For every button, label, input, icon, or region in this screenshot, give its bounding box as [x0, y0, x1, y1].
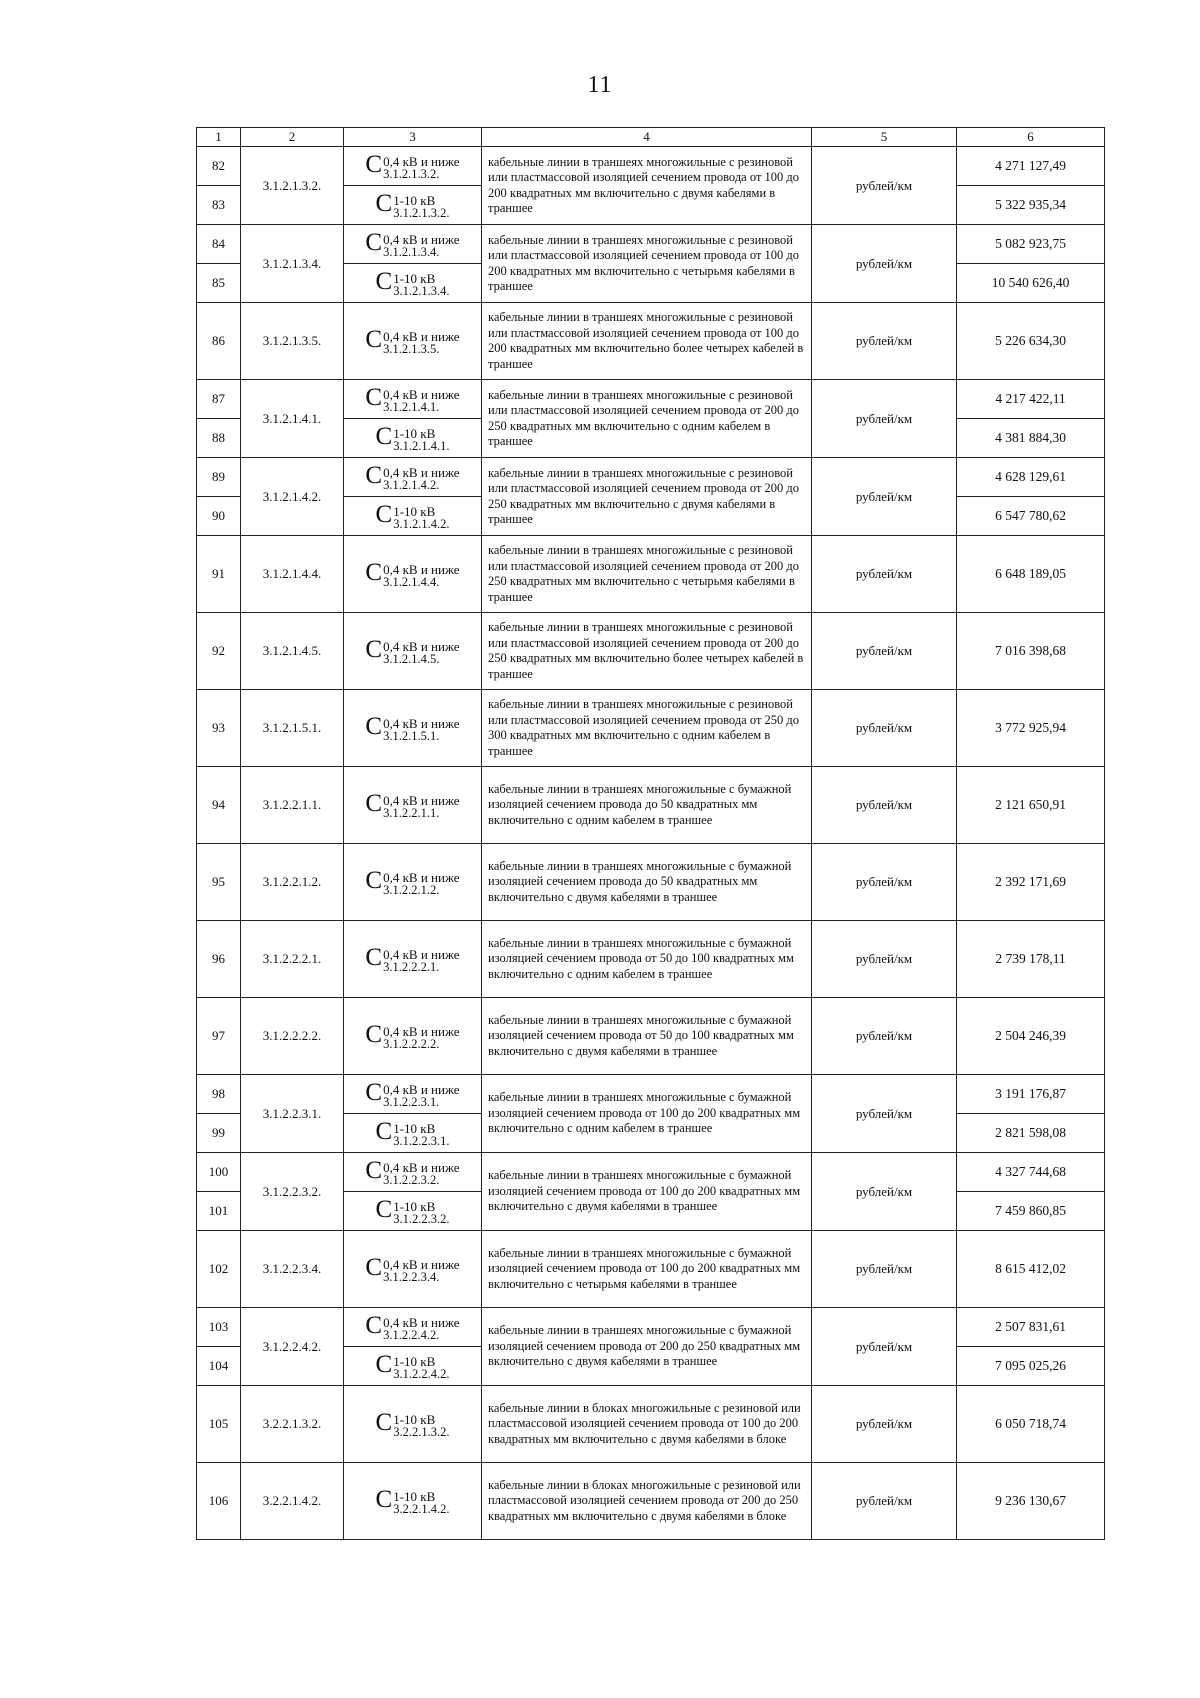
rate-symbol-index: 3.1.2.1.4.1.: [383, 400, 440, 414]
rate-value: 4 628 129,61: [957, 458, 1105, 497]
rate-voltage-label: 0,4 кВ и ниже: [383, 639, 460, 654]
rate-symbol-cell: [344, 998, 482, 1075]
item-description: кабельные линии в траншеях многожильные с резиновой или пластмассовой изоляцией сечением провода от 100 до 200 квадратных мм включительно с четырьмя кабелями в траншее: [482, 225, 812, 303]
unit-of-measure: рублей/км: [812, 1463, 957, 1540]
row-number: 85: [197, 264, 241, 303]
rate-symbol-cell: [344, 1463, 482, 1540]
rate-value: 2 392 171,69: [957, 844, 1105, 921]
rate-voltage-label: 0,4 кВ и ниже: [383, 1315, 460, 1330]
rate-symbol: [376, 1410, 450, 1438]
rate-voltage-label: 1-10 кВ: [393, 504, 436, 519]
unit-of-measure: рублей/км: [812, 536, 957, 613]
rate-symbol-letter: C: [375, 423, 393, 450]
rate-symbol: [365, 791, 459, 819]
item-code: 3.1.2.1.5.1.: [241, 690, 344, 767]
item-description: кабельные линии в траншеях многожильные с резиновой или пластмассовой изоляцией сечением провода от 200 до 250 квадратных мм включительно более четырех кабелей в траншее: [482, 613, 812, 690]
rate-symbol-index: 3.1.2.1.4.1.: [393, 439, 450, 453]
rate-value: 6 547 780,62: [957, 497, 1105, 536]
rate-symbol-index: 3.1.2.2.2.2.: [383, 1037, 440, 1051]
row-number: 96: [197, 921, 241, 998]
rate-value: 5 322 935,34: [957, 186, 1105, 225]
table-row: [197, 1153, 1105, 1192]
rate-symbol-letter: C: [365, 1254, 383, 1281]
rate-symbol-cell: [344, 497, 482, 536]
item-code: 3.1.2.2.1.1.: [241, 767, 344, 844]
rate-value: 4 271 127,49: [957, 147, 1105, 186]
item-description: кабельные линии в траншеях многожильные с бумажной изоляцией сечением провода от 50 до 100 квадратных мм включительно с двумя кабелями в траншее: [482, 998, 812, 1075]
rate-voltage-label: 0,4 кВ и ниже: [383, 947, 460, 962]
rate-voltage-label: 0,4 кВ и ниже: [383, 870, 460, 885]
rate-voltage-label: 0,4 кВ и ниже: [383, 793, 460, 808]
rate-symbol-letter: C: [375, 1351, 393, 1378]
item-code: 3.1.2.1.3.4.: [241, 225, 344, 303]
rate-voltage-label: 1-10 кВ: [393, 1489, 436, 1504]
rate-symbol-letter: C: [375, 268, 393, 295]
item-description: кабельные линии в траншеях многожильные с резиновой или пластмассовой изоляцией сечением провода от 200 до 250 квадратных мм включительно с четырьмя кабелями в траншее: [482, 536, 812, 613]
rate-symbol-index: 3.1.2.1.5.1.: [383, 729, 440, 743]
rate-symbol: [365, 637, 459, 665]
rate-value: 4 381 884,30: [957, 419, 1105, 458]
unit-of-measure: рублей/км: [812, 844, 957, 921]
row-number: 91: [197, 536, 241, 613]
rate-symbol-cell: [344, 419, 482, 458]
rate-symbol-index: 3.1.2.2.1.1.: [383, 806, 440, 820]
row-number: 82: [197, 147, 241, 186]
unit-of-measure: рублей/км: [812, 1386, 957, 1463]
item-code: 3.1.2.1.4.4.: [241, 536, 344, 613]
unit-of-measure: рублей/км: [812, 1231, 957, 1308]
unit-of-measure: рублей/км: [812, 690, 957, 767]
rate-symbol-index: 3.1.2.1.3.2.: [383, 167, 440, 181]
rate-symbol-letter: C: [365, 326, 383, 353]
rate-value: 2 121 650,91: [957, 767, 1105, 844]
rate-symbol-index: 3.1.2.2.4.2.: [393, 1367, 450, 1381]
rate-symbol-index: 3.2.2.1.3.2.: [393, 1425, 450, 1439]
rate-voltage-label: 1-10 кВ: [393, 1121, 436, 1136]
rate-symbol-index: 3.1.2.1.3.2.: [393, 206, 450, 220]
rate-voltage-label: 0,4 кВ и ниже: [383, 562, 460, 577]
rate-voltage-label: 0,4 кВ и ниже: [383, 1160, 460, 1175]
table-row: [197, 998, 1105, 1075]
item-code: 3.1.2.1.4.1.: [241, 380, 344, 458]
unit-of-measure: рублей/км: [812, 380, 957, 458]
rate-symbol-index: 3.1.2.2.4.2.: [383, 1328, 440, 1342]
table-row: [197, 1075, 1105, 1114]
item-description: кабельные линии в траншеях многожильные с резиновой или пластмассовой изоляцией сечением провода от 100 до 200 квадратных мм включительно с двумя кабелями в траншее: [482, 147, 812, 225]
rate-symbol-letter: C: [375, 190, 393, 217]
row-number: 102: [197, 1231, 241, 1308]
rate-symbol-index: 3.1.2.1.3.4.: [383, 245, 440, 259]
rate-symbol: [365, 152, 459, 180]
table-row: [197, 613, 1105, 690]
rate-symbol-index: 3.1.2.1.4.4.: [383, 575, 440, 589]
rate-symbol: [365, 385, 459, 413]
rate-value: 6 050 718,74: [957, 1386, 1105, 1463]
rate-symbol: [365, 868, 459, 896]
rate-symbol-cell: [344, 613, 482, 690]
rate-symbol-cell: [344, 536, 482, 613]
row-number: 92: [197, 613, 241, 690]
table-body: [197, 147, 1105, 1540]
item-code: 3.2.2.1.4.2.: [241, 1463, 344, 1540]
rate-symbol-cell: [344, 1308, 482, 1347]
unit-of-measure: рублей/км: [812, 458, 957, 536]
rate-value: 7 016 398,68: [957, 613, 1105, 690]
item-code: 3.1.2.1.3.2.: [241, 147, 344, 225]
item-description: кабельные линии в траншеях многожильные с резиновой или пластмассовой изоляцией сечением провода от 200 до 250 квадратных мм включительно с одним кабелем в траншее: [482, 380, 812, 458]
rate-symbol: [376, 191, 450, 219]
rate-symbol-letter: C: [375, 1486, 393, 1513]
unit-of-measure: рублей/км: [812, 613, 957, 690]
rate-symbol-index: 3.1.2.1.4.2.: [393, 517, 450, 531]
rate-symbol-cell: [344, 767, 482, 844]
row-number: 103: [197, 1308, 241, 1347]
item-code: 3.2.2.1.3.2.: [241, 1386, 344, 1463]
rate-value: 3 191 176,87: [957, 1075, 1105, 1114]
rate-symbol-cell: [344, 1231, 482, 1308]
rate-symbol-index: 3.1.2.1.4.5.: [383, 652, 440, 666]
item-description: кабельные линии в траншеях многожильные с резиновой или пластмассовой изоляцией сечением провода от 100 до 200 квадратных мм включительно более четырех кабелей в траншее: [482, 303, 812, 380]
row-number: 93: [197, 690, 241, 767]
unit-of-measure: рублей/км: [812, 921, 957, 998]
rate-symbol: [365, 945, 459, 973]
rate-voltage-label: 1-10 кВ: [393, 1199, 436, 1214]
item-description: кабельные линии в траншеях многожильные с резиновой или пластмассовой изоляцией сечением провода от 200 до 250 квадратных мм включительно с двумя кабелями в траншее: [482, 458, 812, 536]
item-code: 3.1.2.2.2.1.: [241, 921, 344, 998]
rate-symbol: [365, 1022, 459, 1050]
rate-value: 2 821 598,08: [957, 1114, 1105, 1153]
rate-symbol-index: 3.1.2.1.3.4.: [393, 284, 450, 298]
rate-symbol-letter: C: [375, 1118, 393, 1145]
rate-voltage-label: 1-10 кВ: [393, 271, 436, 286]
item-description: кабельные линии в траншеях многожильные с бумажной изоляцией сечением провода от 200 до 250 квадратных мм включительно с двумя кабелями в траншее: [482, 1308, 812, 1386]
row-number: 105: [197, 1386, 241, 1463]
rate-symbol: [376, 1487, 450, 1515]
unit-of-measure: рублей/км: [812, 998, 957, 1075]
rate-symbol-index: 3.1.2.2.3.2.: [393, 1212, 450, 1226]
rate-symbol-index: 3.1.2.2.3.1.: [383, 1095, 440, 1109]
row-number: 89: [197, 458, 241, 497]
rate-value: 2 739 178,11: [957, 921, 1105, 998]
item-description: кабельные линии в траншеях многожильные с бумажной изоляцией сечением провода от 50 до 100 квадратных мм включительно с одним кабелем в траншее: [482, 921, 812, 998]
rate-symbol-cell: [344, 186, 482, 225]
rate-symbol: [376, 1119, 450, 1147]
rate-symbol-letter: C: [365, 867, 383, 894]
rate-voltage-label: 0,4 кВ и ниже: [383, 387, 460, 402]
item-code: 3.1.2.2.4.2.: [241, 1308, 344, 1386]
rate-voltage-label: 0,4 кВ и ниже: [383, 154, 460, 169]
column-header: 2: [241, 128, 344, 147]
rate-voltage-label: 1-10 кВ: [393, 193, 436, 208]
rate-value: 5 226 634,30: [957, 303, 1105, 380]
rate-symbol-cell: [344, 380, 482, 419]
rate-symbol-cell: [344, 458, 482, 497]
item-description: кабельные линии в траншеях многожильные с бумажной изоляцией сечением провода от 100 до 200 квадратных мм включительно с четырьмя кабелями в траншее: [482, 1231, 812, 1308]
column-header: 6: [957, 128, 1105, 147]
item-code: 3.1.2.2.3.2.: [241, 1153, 344, 1231]
row-number: 86: [197, 303, 241, 380]
rate-symbol: [365, 1158, 459, 1186]
rate-symbol: [365, 560, 459, 588]
rate-symbol-letter: C: [365, 636, 383, 663]
row-number: 101: [197, 1192, 241, 1231]
item-description: кабельные линии в блоках многожильные с резиновой или пластмассовой изоляцией сечением провода от 100 до 200 квадратных мм включительно с двумя кабелями в блоке: [482, 1386, 812, 1463]
rate-symbol: [376, 1197, 450, 1225]
row-number: 87: [197, 380, 241, 419]
rate-symbol: [365, 1255, 459, 1283]
unit-of-measure: рублей/км: [812, 1153, 957, 1231]
table-row: [197, 303, 1105, 380]
rate-value: 6 648 189,05: [957, 536, 1105, 613]
rate-symbol-cell: [344, 1386, 482, 1463]
item-code: 3.1.2.1.4.5.: [241, 613, 344, 690]
rate-symbol: [365, 463, 459, 491]
rate-symbol-index: 3.1.2.2.2.1.: [383, 960, 440, 974]
table-row: [197, 1308, 1105, 1347]
rate-value: 9 236 130,67: [957, 1463, 1105, 1540]
rate-symbol-letter: C: [365, 462, 383, 489]
rate-symbol-letter: C: [375, 1196, 393, 1223]
rate-symbol-index: 3.1.2.2.3.1.: [393, 1134, 450, 1148]
row-number: 90: [197, 497, 241, 536]
rate-symbol-letter: C: [365, 1157, 383, 1184]
page-number: 11: [587, 72, 613, 98]
item-description: кабельные линии в блоках многожильные с резиновой или пластмассовой изоляцией сечением провода от 200 до 250 квадратных мм включительно с двумя кабелями в блоке: [482, 1463, 812, 1540]
rate-symbol-letter: C: [365, 944, 383, 971]
rate-voltage-label: 0,4 кВ и ниже: [383, 329, 460, 344]
table-row: [197, 690, 1105, 767]
rate-symbol-index: 3.1.2.2.3.2.: [383, 1173, 440, 1187]
rate-voltage-label: 1-10 кВ: [393, 1412, 436, 1427]
rate-value: 10 540 626,40: [957, 264, 1105, 303]
rate-symbol-cell: [344, 1192, 482, 1231]
tariff-table: [196, 127, 1105, 1540]
row-number: 88: [197, 419, 241, 458]
rate-voltage-label: 1-10 кВ: [393, 426, 436, 441]
rate-symbol-letter: C: [365, 384, 383, 411]
rate-symbol: [376, 424, 450, 452]
rate-symbol-index: 3.1.2.1.4.2.: [383, 478, 440, 492]
table-row: [197, 536, 1105, 613]
row-number: 98: [197, 1075, 241, 1114]
item-code: 3.1.2.2.3.1.: [241, 1075, 344, 1153]
row-number: 94: [197, 767, 241, 844]
rate-voltage-label: 1-10 кВ: [393, 1354, 436, 1369]
rate-value: 2 507 831,61: [957, 1308, 1105, 1347]
rate-voltage-label: 0,4 кВ и ниже: [383, 716, 460, 731]
table-row: [197, 458, 1105, 497]
item-code: 3.1.2.1.4.2.: [241, 458, 344, 536]
item-code: 3.1.2.2.2.2.: [241, 998, 344, 1075]
rate-symbol-letter: C: [365, 559, 383, 586]
rate-symbol-letter: C: [375, 501, 393, 528]
item-description: кабельные линии в траншеях многожильные с бумажной изоляцией сечением провода до 50 квадратных мм включительно с одним кабелем в траншее: [482, 767, 812, 844]
row-number: 106: [197, 1463, 241, 1540]
rate-symbol-cell: [344, 303, 482, 380]
rate-symbol-letter: C: [365, 790, 383, 817]
rate-symbol-cell: [344, 264, 482, 303]
rate-symbol-cell: [344, 225, 482, 264]
rate-symbol-index: 3.1.2.2.3.4.: [383, 1270, 440, 1284]
rate-symbol-cell: [344, 1153, 482, 1192]
rate-value: 4 327 744,68: [957, 1153, 1105, 1192]
unit-of-measure: рублей/км: [812, 1308, 957, 1386]
rate-value: 3 772 925,94: [957, 690, 1105, 767]
item-description: кабельные линии в траншеях многожильные с резиновой или пластмассовой изоляцией сечением провода от 250 до 300 квадратных мм включительно с одним кабелем в траншее: [482, 690, 812, 767]
unit-of-measure: рублей/км: [812, 303, 957, 380]
rate-symbol-letter: C: [375, 1409, 393, 1436]
item-description: кабельные линии в траншеях многожильные с бумажной изоляцией сечением провода от 100 до 200 квадратных мм включительно с одним кабелем в траншее: [482, 1075, 812, 1153]
rate-voltage-label: 0,4 кВ и ниже: [383, 232, 460, 247]
rate-value: 2 504 246,39: [957, 998, 1105, 1075]
table-row: [197, 921, 1105, 998]
rate-symbol-cell: [344, 690, 482, 767]
rate-symbol-letter: C: [365, 1312, 383, 1339]
unit-of-measure: рублей/км: [812, 1075, 957, 1153]
rate-symbol-letter: C: [365, 1079, 383, 1106]
rate-symbol-index: 3.1.2.2.1.2.: [383, 883, 440, 897]
column-header: 1: [197, 128, 241, 147]
table-row: [197, 147, 1105, 186]
item-description: кабельные линии в траншеях многожильные с бумажной изоляцией сечением провода от 100 до 200 квадратных мм включительно с двумя кабелями в траншее: [482, 1153, 812, 1231]
column-header: 3: [344, 128, 482, 147]
rate-symbol-cell: [344, 147, 482, 186]
row-number: 97: [197, 998, 241, 1075]
rate-symbol: [365, 1080, 459, 1108]
rate-symbol-letter: C: [365, 1021, 383, 1048]
rate-symbol: [376, 1352, 450, 1380]
rate-symbol-letter: C: [365, 229, 383, 256]
rate-symbol: [365, 714, 459, 742]
item-code: 3.1.2.1.3.5.: [241, 303, 344, 380]
rate-value: 5 082 923,75: [957, 225, 1105, 264]
table-row: [197, 1231, 1105, 1308]
rate-symbol: [376, 269, 450, 297]
table-row: [197, 1386, 1105, 1463]
rate-value: 7 459 860,85: [957, 1192, 1105, 1231]
item-code: 3.1.2.2.3.4.: [241, 1231, 344, 1308]
rate-voltage-label: 0,4 кВ и ниже: [383, 1082, 460, 1097]
row-number: 84: [197, 225, 241, 264]
table-row: [197, 844, 1105, 921]
table-row: [197, 225, 1105, 264]
unit-of-measure: рублей/км: [812, 767, 957, 844]
rate-symbol: [365, 230, 459, 258]
column-header: 5: [812, 128, 957, 147]
row-number: 100: [197, 1153, 241, 1192]
rate-voltage-label: 0,4 кВ и ниже: [383, 1257, 460, 1272]
rate-symbol-index: 3.2.2.1.4.2.: [393, 1502, 450, 1516]
table-row: [197, 380, 1105, 419]
row-number: 99: [197, 1114, 241, 1153]
rate-symbol-cell: [344, 921, 482, 998]
row-number: 95: [197, 844, 241, 921]
rate-symbol-letter: C: [365, 151, 383, 178]
rate-voltage-label: 0,4 кВ и ниже: [383, 1024, 460, 1039]
rate-symbol-cell: [344, 844, 482, 921]
table-header-row: [197, 128, 1105, 147]
unit-of-measure: рублей/км: [812, 225, 957, 303]
item-code: 3.1.2.2.1.2.: [241, 844, 344, 921]
rate-symbol-cell: [344, 1075, 482, 1114]
table-row: [197, 1463, 1105, 1540]
table-row: [197, 767, 1105, 844]
rate-symbol-cell: [344, 1114, 482, 1153]
item-description: кабельные линии в траншеях многожильные с бумажной изоляцией сечением провода до 50 квадратных мм включительно с двумя кабелями в траншее: [482, 844, 812, 921]
column-header: 4: [482, 128, 812, 147]
row-number: 83: [197, 186, 241, 225]
rate-value: 8 615 412,02: [957, 1231, 1105, 1308]
rate-symbol: [365, 1313, 459, 1341]
rate-symbol-cell: [344, 1347, 482, 1386]
rate-symbol-index: 3.1.2.1.3.5.: [383, 342, 440, 356]
rate-symbol: [376, 502, 450, 530]
rate-value: 4 217 422,11: [957, 380, 1105, 419]
rate-symbol-letter: C: [365, 713, 383, 740]
rate-value: 7 095 025,26: [957, 1347, 1105, 1386]
rate-voltage-label: 0,4 кВ и ниже: [383, 465, 460, 480]
rate-symbol: [365, 327, 459, 355]
unit-of-measure: рублей/км: [812, 147, 957, 225]
row-number: 104: [197, 1347, 241, 1386]
